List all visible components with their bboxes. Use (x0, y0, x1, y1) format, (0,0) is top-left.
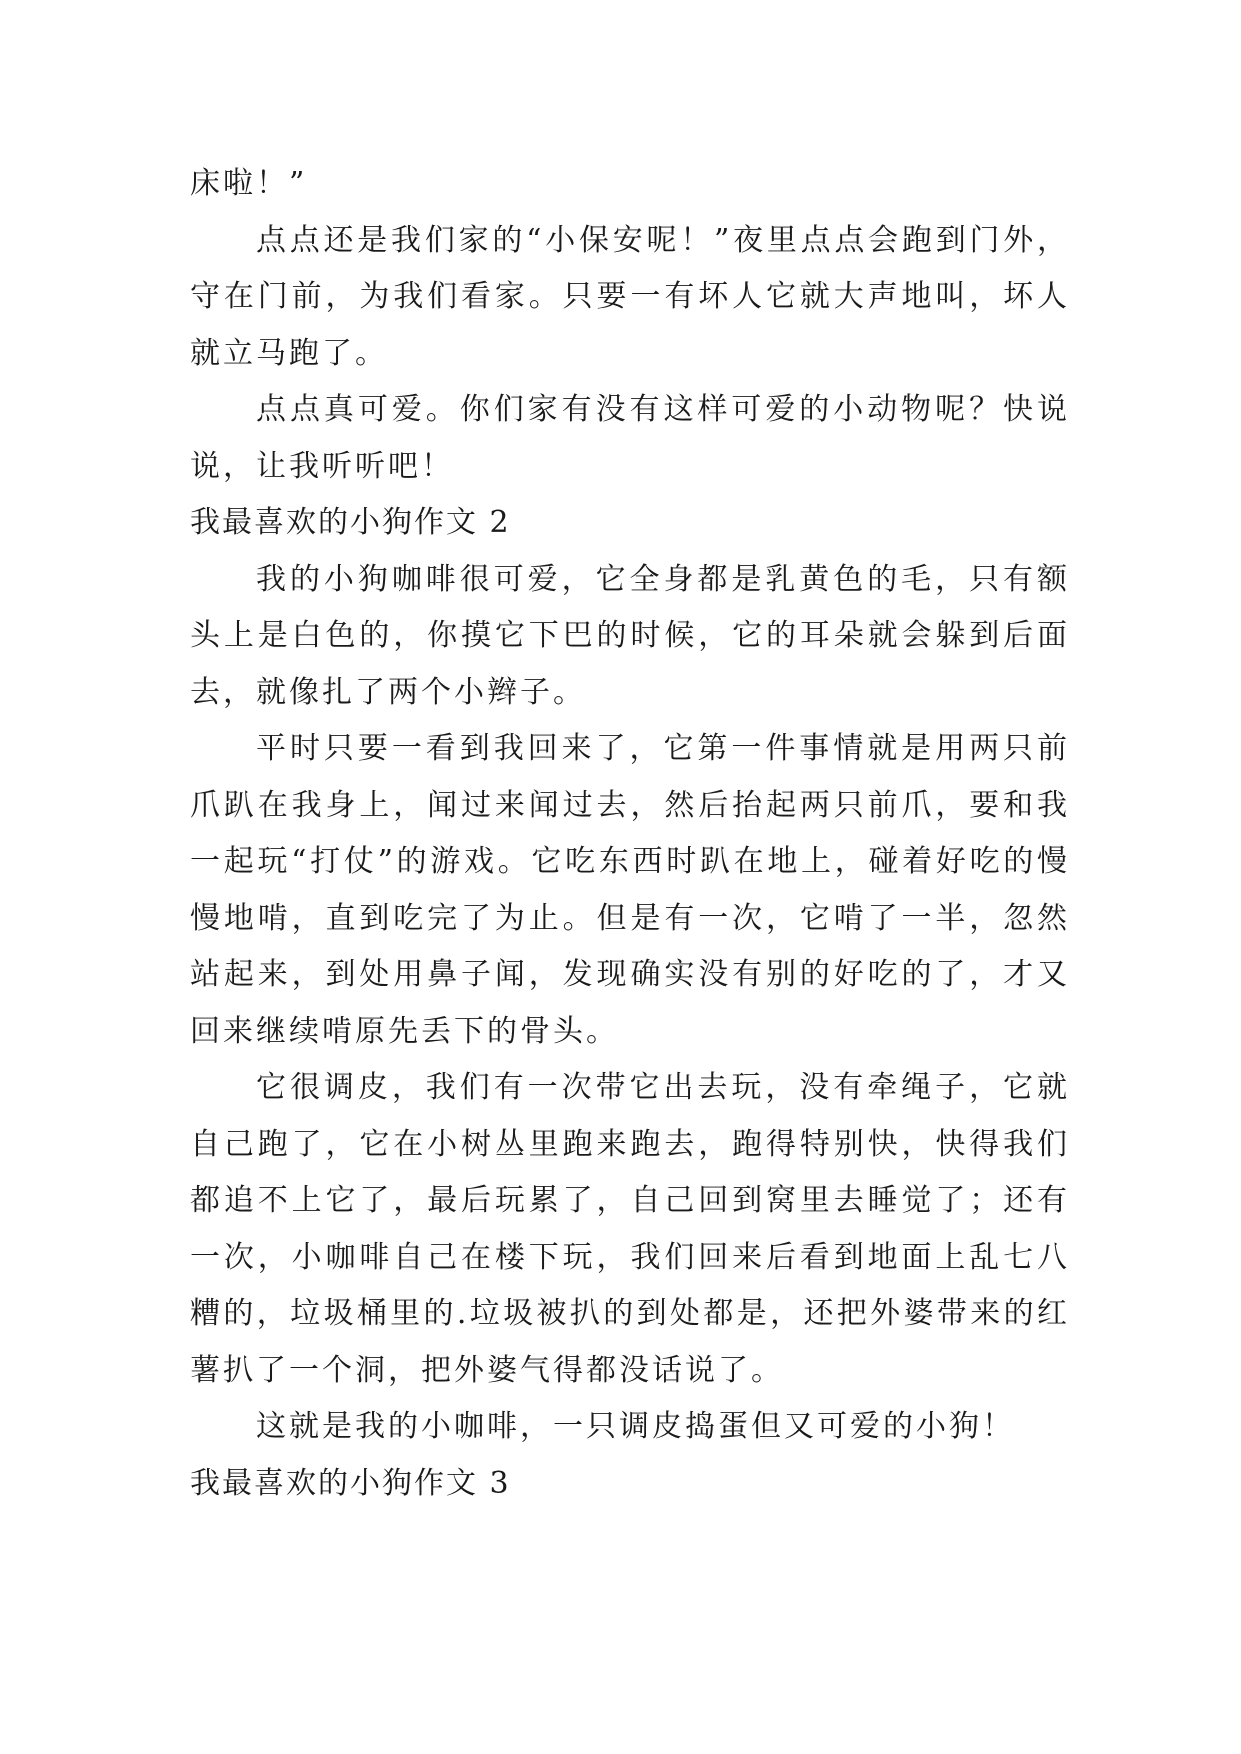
paragraph-conclusion: 这就是我的小咖啡，一只调皮捣蛋但又可爱的小狗！ (256, 1409, 1015, 1444)
paragraph-closing-question: 点点真可爱。你们家有没有这样可爱的小动物呢？快说说，让我听听吧！ (190, 392, 1070, 484)
essay-heading-2: 我最喜欢的小狗作文 2 (190, 505, 511, 540)
paragraph-dog-naughty: 它很调皮，我们有一次带它出去玩，没有牵绳子，它就自己跑了，它在小树丛里跑来跑去，跑得特别快，快得我们都追不上它了，最后玩累了，自己回到窝里去睡觉了；还有一次，小咖啡自己在楼下玩，我们回来后看到地面上乱七八糟的，垃圾桶里的.垃圾被扒的到处都是，还把外婆带来的红薯扒了一个洞，把外婆气得都没话说了。 (190, 1070, 1070, 1388)
paragraph-dog-appearance: 我的小狗咖啡很可爱，它全身都是乳黄色的毛，只有额头上是白色的，你摸它下巴的时候，它的耳朵就会躲到后面去，就像扎了两个小辫子。 (190, 561, 1070, 710)
paragraph-guard-dog: 点点还是我们家的“小保安呢！”夜里点点会跑到门外，守在门前，为我们看家。只要一有坏人它就大声地叫，坏人就立马跑了。 (190, 222, 1070, 371)
paragraph-dog-habits: 平时只要一看到我回来了，它第一件事情就是用两只前爪趴在我身上，闻过来闻过去，然后抬起两只前爪，要和我一起玩“打仗”的游戏。它吃东西时趴在地上，碰着好吃的慢慢地啃，直到吃完了为止。但是有一次，它啃了一半，忽然站起来，到处用鼻子闻，发现确实没有别的好吃的了，才又回来继续啃原先丢下的骨头。 (190, 731, 1070, 1049)
document-body (190, 156, 1070, 1512)
essay-heading-3: 我最喜欢的小狗作文 3 (190, 1465, 511, 1501)
paragraph-continuation: 床啦！” (190, 166, 308, 201)
